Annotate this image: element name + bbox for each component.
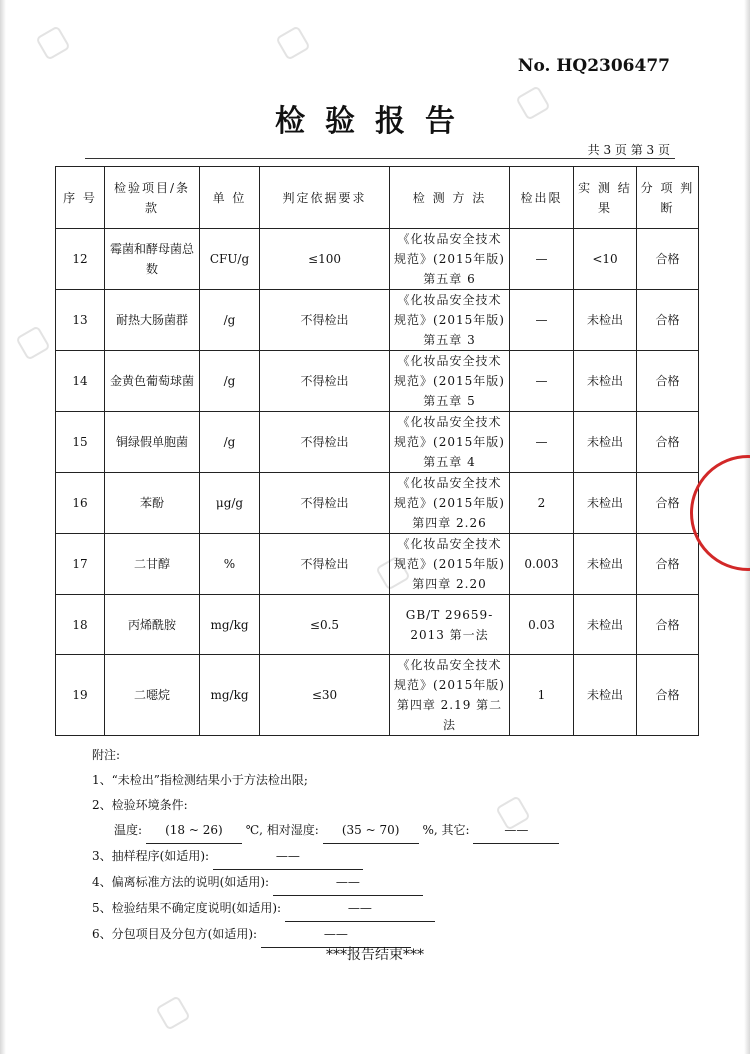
cell-result: 未检出	[574, 473, 637, 534]
cell-item: 霉菌和酵母菌总数	[105, 229, 200, 290]
cell-no: 18	[56, 595, 105, 655]
cell-limit: 0.03	[510, 595, 574, 655]
note-5	[92, 896, 559, 922]
temp-label: 温度:	[114, 823, 143, 837]
cell-requirement: 不得检出	[260, 534, 390, 595]
cell-item: 苯酚	[105, 473, 200, 534]
cell-requirement: 不得检出	[260, 351, 390, 412]
cell-limit: —	[510, 412, 574, 473]
header-judgement: 分 项 判 断	[637, 167, 699, 229]
cell-requirement: ≤30	[260, 655, 390, 736]
note-4-value: ——	[273, 870, 423, 896]
cell-limit: —	[510, 229, 574, 290]
cell-item: 铜绿假单胞菌	[105, 412, 200, 473]
cell-limit: —	[510, 290, 574, 351]
notes-section	[92, 743, 559, 948]
header-item: 检验项目/条款	[105, 167, 200, 229]
cell-result: 未检出	[574, 655, 637, 736]
cell-judgement: 合格	[637, 655, 699, 736]
cell-result: 未检出	[574, 290, 637, 351]
note-1: 1、“未检出”指检测结果小于方法检出限;	[92, 773, 308, 787]
temp-unit: ℃, 相对湿度:	[245, 823, 319, 837]
watermark-icon	[35, 25, 71, 61]
cell-no: 17	[56, 534, 105, 595]
cell-result: 未检出	[574, 595, 637, 655]
note-5-value: ——	[285, 896, 435, 922]
cell-requirement: 不得检出	[260, 473, 390, 534]
header-result: 实 测 结 果	[574, 167, 637, 229]
cell-unit: /g	[200, 290, 260, 351]
temp-value: (18 ~ 26)	[146, 818, 242, 844]
cell-no: 12	[56, 229, 105, 290]
report-end: ***报告结束***	[326, 947, 424, 963]
humidity-value: (35 ~ 70)	[323, 818, 419, 844]
table-row	[56, 290, 699, 351]
environment-conditions	[92, 818, 559, 844]
cell-method: 《化妆品安全技术规范》(2015年版) 第五章 5	[390, 351, 510, 412]
header-unit: 单 位	[200, 167, 260, 229]
report-number: No. HQ2306477	[517, 56, 670, 76]
other-value: ——	[473, 818, 559, 844]
cell-no: 16	[56, 473, 105, 534]
cell-unit: /g	[200, 351, 260, 412]
note-5-label: 5、检验结果不确定度说明(如适用):	[92, 901, 282, 915]
cell-item: 金黄色葡萄球菌	[105, 351, 200, 412]
watermark-icon	[275, 25, 311, 61]
cell-unit: CFU/g	[200, 229, 260, 290]
header-method: 检 测 方 法	[390, 167, 510, 229]
header-no: 序 号	[56, 167, 105, 229]
note-3-value: ——	[213, 844, 363, 870]
humidity-unit: %, 其它:	[422, 823, 470, 837]
table-row	[56, 655, 699, 736]
table-row	[56, 534, 699, 595]
cell-unit: mg/kg	[200, 655, 260, 736]
cell-item: 耐热大肠菌群	[105, 290, 200, 351]
cell-result: 未检出	[574, 534, 637, 595]
cell-requirement: ≤0.5	[260, 595, 390, 655]
table-row	[56, 473, 699, 534]
page-shadow-left	[0, 0, 6, 1054]
note-4-label: 4、偏离标准方法的说明(如适用):	[92, 875, 270, 889]
cell-result: <10	[574, 229, 637, 290]
watermark-icon	[155, 995, 191, 1031]
cell-judgement: 合格	[637, 412, 699, 473]
cell-unit: mg/kg	[200, 595, 260, 655]
watermark-icon	[15, 325, 51, 361]
official-seal	[690, 455, 750, 571]
cell-no: 19	[56, 655, 105, 736]
cell-method: 《化妆品安全技术规范》(2015年版) 第五章 6	[390, 229, 510, 290]
cell-requirement: 不得检出	[260, 290, 390, 351]
cell-judgement: 合格	[637, 473, 699, 534]
cell-requirement: 不得检出	[260, 412, 390, 473]
cell-unit: μg/g	[200, 473, 260, 534]
table-header-row	[56, 167, 699, 229]
cell-judgement: 合格	[637, 595, 699, 655]
notes-heading: 附注:	[92, 748, 121, 762]
cell-no: 15	[56, 412, 105, 473]
divider	[85, 158, 675, 159]
cell-method: 《化妆品安全技术规范》(2015年版) 第五章 4	[390, 412, 510, 473]
cell-no: 14	[56, 351, 105, 412]
table-row	[56, 229, 699, 290]
table-row	[56, 412, 699, 473]
cell-no: 13	[56, 290, 105, 351]
results-table	[55, 166, 699, 736]
cell-item: 丙烯酰胺	[105, 595, 200, 655]
cell-unit: /g	[200, 412, 260, 473]
cell-item: 二噁烷	[105, 655, 200, 736]
report-title: 检验报告	[275, 104, 475, 139]
note-6-label: 6、分包项目及分包方(如适用):	[92, 927, 258, 941]
cell-requirement: ≤100	[260, 229, 390, 290]
note-3-label: 3、抽样程序(如适用):	[92, 849, 210, 863]
note-3	[92, 844, 559, 870]
table-row	[56, 595, 699, 655]
note-6-value: ——	[261, 922, 411, 948]
cell-judgement: 合格	[637, 534, 699, 595]
cell-method: 《化妆品安全技术规范》(2015年版) 第五章 3	[390, 290, 510, 351]
cell-limit: 0.003	[510, 534, 574, 595]
cell-limit: 2	[510, 473, 574, 534]
cell-item: 二甘醇	[105, 534, 200, 595]
header-limit: 检出限	[510, 167, 574, 229]
cell-method: GB/T 29659-2013 第一法	[390, 595, 510, 655]
cell-limit: —	[510, 351, 574, 412]
cell-method: 《化妆品安全技术规范》(2015年版) 第四章 2.19 第二法	[390, 655, 510, 736]
cell-judgement: 合格	[637, 351, 699, 412]
table-row	[56, 351, 699, 412]
page-info: 共 3 页 第 3 页	[587, 143, 670, 157]
cell-result: 未检出	[574, 351, 637, 412]
cell-method: 《化妆品安全技术规范》(2015年版) 第四章 2.20	[390, 534, 510, 595]
header-requirement: 判定依据要求	[260, 167, 390, 229]
cell-result: 未检出	[574, 412, 637, 473]
cell-method: 《化妆品安全技术规范》(2015年版) 第四章 2.26	[390, 473, 510, 534]
cell-unit: %	[200, 534, 260, 595]
cell-judgement: 合格	[637, 229, 699, 290]
cell-limit: 1	[510, 655, 574, 736]
cell-judgement: 合格	[637, 290, 699, 351]
note-2: 2、检验环境条件:	[92, 798, 188, 812]
note-4	[92, 870, 559, 896]
